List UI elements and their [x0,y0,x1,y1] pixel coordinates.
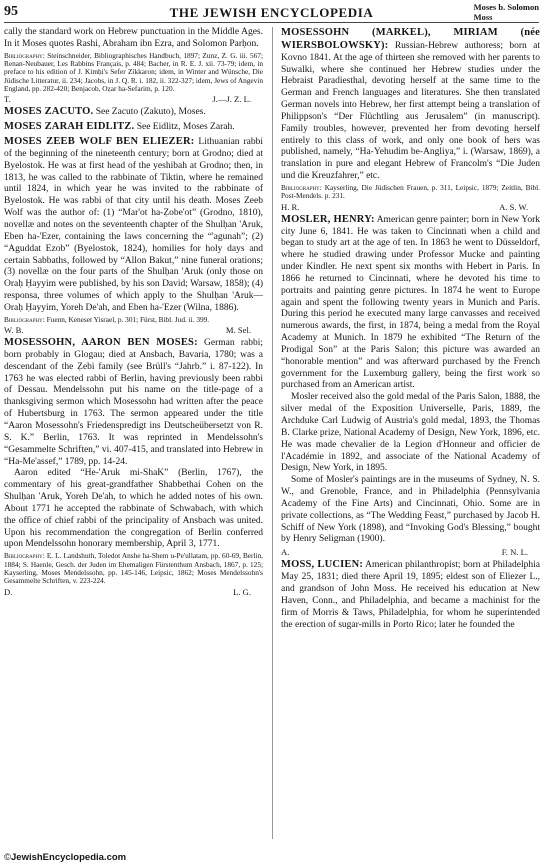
range-top: Moses b. Solomon [473,2,539,12]
signature-initials-right: L. G. [233,586,251,597]
entry-headword: MOSS, LUCIEN: [281,559,364,571]
bibliography-text: Kayserling, Die Jüdischen Frauen, p. 311, Leipsic, 1879; Zeitlin, Bibl. Post-Mendels. p. 231. [281,182,540,201]
bibliography [281,184,540,201]
signature-initials-left: A. [281,547,290,558]
bibliography-label: Bibliography: [4,551,45,561]
entry-headword: MOSLER, HENRY: [281,213,375,225]
signature-initials-right: A. S. W. [499,201,528,212]
copyright-icon: © [4,852,11,863]
signature-line [281,202,540,212]
entry-headword: MOSES ZACUTO. [4,106,94,118]
signature-initials-right: J.—J. Z. L. [212,94,251,105]
signature-line [4,325,263,335]
signature-line [4,587,263,597]
signature-line [4,94,263,104]
bibliography [4,52,263,94]
page-number: 95 [4,4,18,19]
entry-text: American philanthropist; born at Philadelphia May 25, 1831; died there April 19, 1895; eldest son of Eliezer L., and grandson of John Moss. He received his education at New Haven, Conn., and Philadelphia, and became a machinist for the firm of Morris & Taws, Philadelphia, for whom he superintended the erection of sugar-mills in Porto Rico; later he founded the [281,560,540,630]
site-footer[interactable] [4,852,126,863]
continued-text: cally the standard work on Hebrew punctuation in the Middle Ages. In it Moses quotes Rashi, Abraham ibn Ezra, and Solomon Parḥon. [4,27,263,49]
signature-line [281,547,540,557]
bibliography-label: Bibliography: [4,314,45,324]
entry-moses-zeeb-wolf [4,136,263,315]
column-divider [272,27,273,839]
entry-headword: MOSES ZEEB WOLF BEN ELIEZER: [4,136,195,148]
entry-mosler-henry [281,214,540,393]
bibliography-text: Fuenn, Keneset Yisrael, p. 301; Fürst, Bibl. Jud. ii. 399. [46,314,210,324]
signature-initials-left: H. R. [281,201,300,212]
header-rule [4,22,539,23]
entry-paragraph: Aaron edited “He-'Aruk mi-ShaK” (Berlin, 1767), the commentary of his great-grandfather Shabbethai Cohen on the Shulḥan 'Aruk, Yoreh De'ah, to which he added notes of his own. About 1771 he accepted the rabbinate of Schwabach, with which the office of chief rabbi of the principality of Ansbach was united. Upon his recommendation the congregation of Berlin conferred upon Mendelssohn honorary membership, April 3, 1771. [4,468,263,550]
signature-initials-right: M. Sel. [225,325,251,336]
running-range [474,3,539,22]
bibliography [4,316,263,324]
entry-text: American genre painter; born in New York city June 6, 1841. He was taken to Cincinnati when a child and began to study art at the age of ten. In 1863 he went to Düsseldorf, where he studied drawing under Professor Mucke and painting under Kindler. He next spent six months with Hebert in Paris. In 1866 he returned to Cincinnati, where he devoted his time to portraits and painting genre pictures. In 1874 he went to Europe again and spent the following twenty years in Munich and Paris. During this period he executed many large canvasses and received numerous awards, the first, in 1874, being a medal from the Royal Academy at Munich. In 1879 he exhibited “The Return of the Prodigal Son” at the Paris Salon; this picture was awarded an “honorable mention” and was afterward purchased by the French government for the Luxemburg gallery, being the first work so purchased from an American artist. [281,214,540,391]
page-header [4,3,539,22]
entry-paragraph: Mosler received also the gold medal of the Paris Salon, 1888, the silver medal of the Exposition Universelle, Paris, 1889, the Archduke Carl Ludwig of Austria's gold medal, 1893, the Thomas B. Clarke prize, National Academy of Design, New York, 1896, etc. He was made chevalier de la Legion d'Honneur and officier de l'Académie in 1892, and associate of the National Academy of Design, New York, in 1895. [281,392,540,474]
signature-initials-left: T. [4,94,11,105]
left-column [4,27,263,843]
entry-text: See Eidlitz, Moses Zarah. [136,122,235,133]
entry-text: German rabbi; born probably in Glogau; died at Ansbach, Bavaria, 1780; was a descendant of the Ẓebi family (see Brüll's “Jahrb.” i. 87-122). In 1763 he was elected rabbi of Berlin, having previously been rabbi of Dessau. Mendelssohn put his name on the title-page of a thanksgiving sermon which Mosessohn had written after the peace of Hubertsburg in 1763. The sermon appeared under the title “Aaron Mosessohn's Friedenspredigt ins Deutscheübersetzt von R. S. K.” Berlin, 1763. It was reprinted in Mendelssohn's “Gesammelte Schriften,” vi. 407-415, and translated into Hebrew in “Ha-Me'assef,” 1789, pp. 14-24. [4,338,263,467]
signature-initials-left: D. [4,586,13,597]
running-title: THE JEWISH ENCYCLOPEDIA [169,5,374,20]
entry-moses-zacuto [4,106,263,119]
signature-initials-left: W. B. [4,325,24,336]
entry-headword: MOSESSOHN (MARKEL), MIRIAM (née WIERSBOLOWSKY): [281,27,540,51]
entry-mosessohn-miriam [281,27,540,183]
entry-moses-zarah-eidlitz [4,121,263,134]
entry-headword: MOSES ZARAH EIDLITZ. [4,121,135,133]
entry-headword: MOSESSOHN, AARON BEN MOSES: [4,337,198,349]
bibliography-text: Steinschneider, Bibliographisches Handbuch, 1897; Zunz, Z. G. iii. 567; Renan-Neubauer, Les Rabbins Français, p. 484; Bacher, in R. E. J. xii. 73-79; idem, in preface to his edition of J. Kimḥi's Sefer Zikkaron; idem, in Winter and Wünsche, Die Jüdische Litteratur, ii. 234; Jacobs, in J. Q. R. i. 182, ii. 322-327; idem, Jews of Angevin England, pp. 282-420; Benjacob, Oẓar ha-Sefarim, p. 120. [4,50,263,94]
entry-paragraph: Some of Mosler's paintings are in the museums of Sydney, N. S. W., and Grenoble, France, and in Philadelphia (Pennsylvania Academy of the Fine Arts) and Cincinnati, Ohio. Some are in private collections, as “The Wedding Feast,” purchased by Jacob H. Schiff of New York (1898), and “Invoking God's Blessing,” bought by Henry Seligman (1900). [281,475,540,545]
entry-moss-lucien [281,559,540,631]
entry-text: Russian-Hebrew authoress; born at Kovno 1841. At the age of thirteen she removed with her parents to Suwalki, where she continued her Hebrew studies under the Hebraist Paradiesthal, devoting herself at the same time to the German and French languages and literatures. She then translated German novels into Hebrew, her first attempt being a translation of Philippson's “Der Flüchtling aus Jerusalem” (in manuscript). Family troubles, however, prevented her from devoting herself entirely to this class of work, and only one book of hers was published, namely, “Ha-Yehudim be-Angliya,” i. (Warsaw, 1869), a translation in pure and elegant Hebrew of Francolm's “Die Juden und die Kreuzfahrer,” etc. [281,40,540,182]
bibliography-label: Bibliography: [4,50,45,60]
right-column [281,27,540,843]
bibliography [4,552,263,585]
range-bottom: Moss [473,11,493,22]
signature-initials-right: F. N. L. [501,547,528,558]
entry-text: Lithuanian rabbi of the beginning of the nineteenth century; born at Grodno; died at Byelostok. He was at first head of the yeshibah at Grodno; then, in 1813, he was called to the rabbinate of Tiktin, where he remained until 1824, in which year he was invited to the rabbinate of Byelostok. He was rabbi of that city until his death. Moses Zeeb Wolf was the author of: (1) “Mar'ot ha-Ẓobe'ot” (Grodno, 1810), novellæ and notes on the seventeenth chapter of the Shulḥan 'Aruk, Eben ha-'Ezer, containing the laws concerning the “'agunah”; (2) “Aguddat Ezob” (Byelostok, 1824), homilies for holy days and certain Sabbaths, followed by “Allon Bakut,” nine funeral orations; (3) novellæ on the four parts of the Shulḥan 'Aruk (only those on Oraḥ Ḥayyim were published, by his son David; Warsaw, 1858); (4) responsa, three volumes of which apply to the Shulḥan 'Aruk—Oraḥ Ḥayyim, Yoreh De'ah, and Eben ha-'Ezer (Wilna, 1886). [4,137,263,313]
bibliography-label: Bibliography: [281,182,322,192]
site-link[interactable]: JewishEncyclopedia.com [11,852,127,863]
entry-text: See Zacuto (Zakuto), Moses. [95,107,206,118]
entry-mosessohn-aaron [4,337,263,468]
bibliography-text: E. L. Landshuth, Toledot Anshe ha-Shem u-Pe'ullatam, pp. 60-69, Berlin, 1884; S. Haenle, Gesch. der Juden im Ehemaligen Fürstenthum Ansbach, 1867, p. 125; Kayserling, Moses Mendelssohn, pp. 145-146, Leipsic, 1862; Moses Mendelssohn's Gesammelte Schriften, v. 223-224. [4,551,263,586]
